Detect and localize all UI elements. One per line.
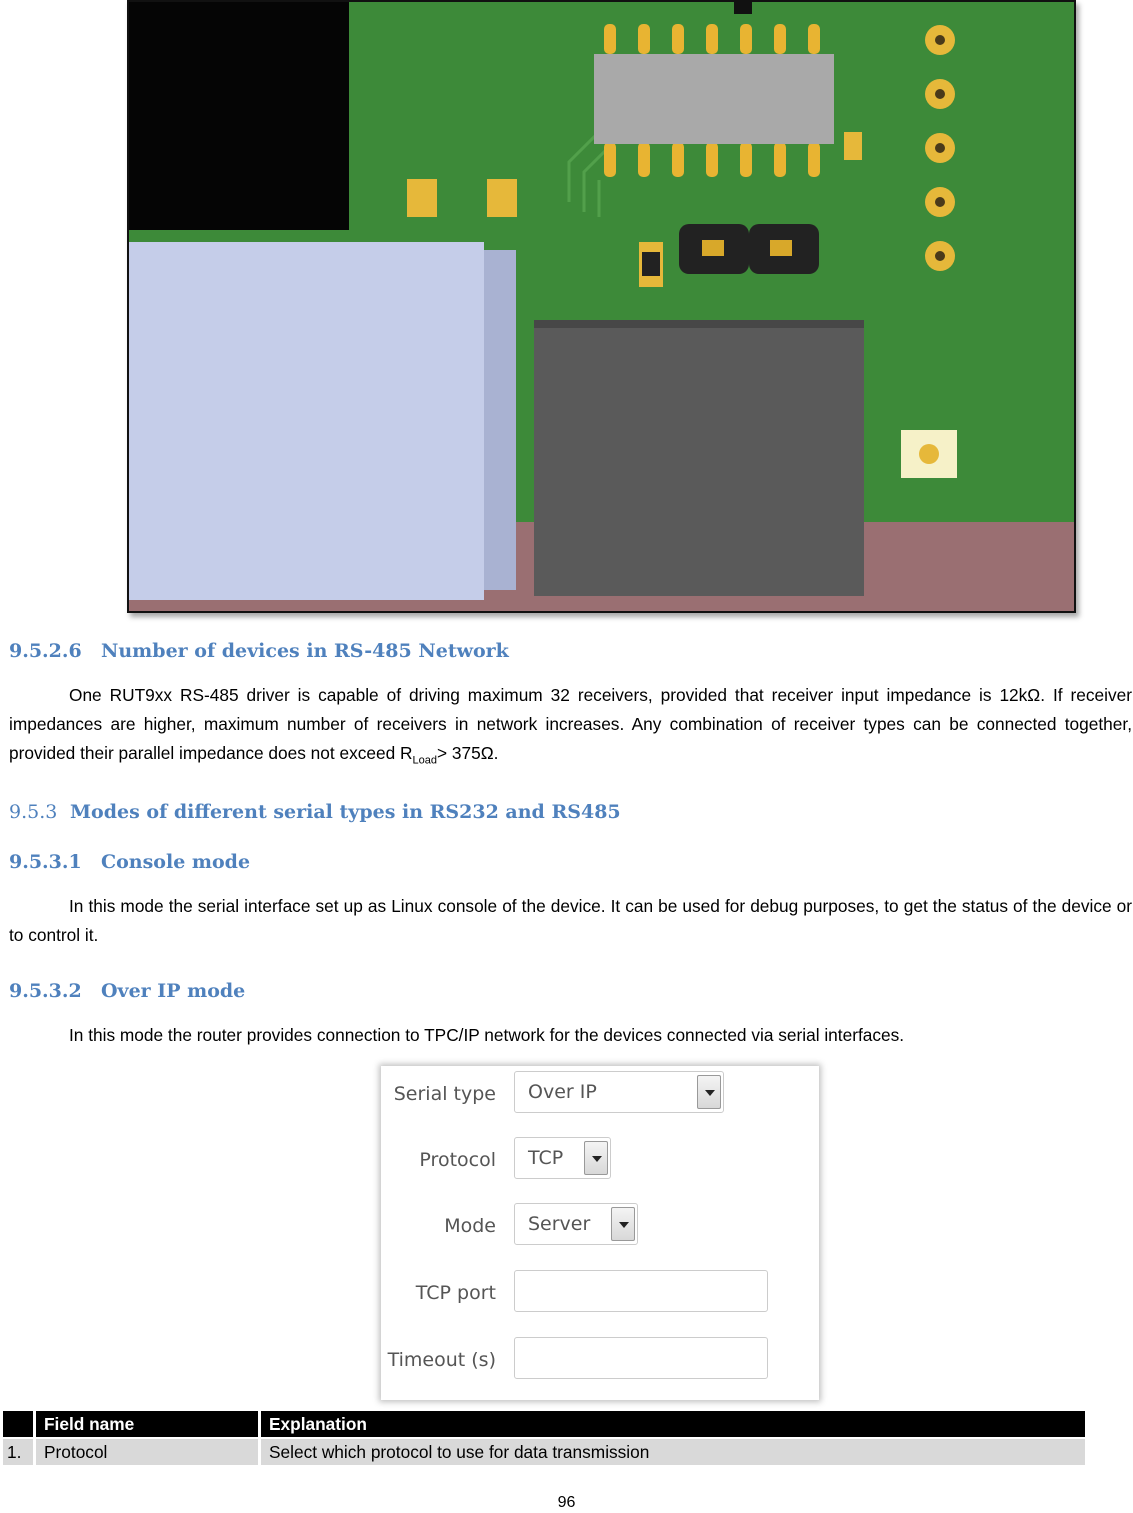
mode-row [381,1203,819,1247]
heading-number: 9.5.3.1 [9,851,82,873]
protocol-value: TCP [528,1147,564,1169]
paragraph-over-ip-mode: In this mode the router provides connection to TPC/IP network for the devices connected via serial interfaces. [69,1025,905,1045]
heading-title: Console mode [101,851,251,873]
heading-9-5-3 [9,801,621,823]
heading-title: Number of devices in RS-485 Network [101,640,509,662]
heading-title: Over IP mode [101,980,246,1002]
table-header-field-name: Field name [36,1411,258,1437]
serial-type-label: Serial type [393,1083,496,1105]
mode-select[interactable] [514,1203,638,1245]
paragraph-text-end: > 375Ω. [436,743,499,763]
pcb-board-icon [129,2,1074,611]
tcp-port-label: TCP port [415,1282,496,1304]
tcp-port-input[interactable] [514,1270,768,1312]
paragraph-console-mode: In this mode the serial interface set up as Linux console of the device. It can be used for debug purposes, to get the status of the device or to control it. [9,896,1132,945]
table-cell-field-name: Protocol [36,1439,258,1465]
protocol-select[interactable] [514,1137,611,1179]
mode-label: Mode [444,1215,496,1237]
heading-9-5-3-2 [9,980,245,1002]
protocol-label: Protocol [419,1149,496,1171]
chevron-down-icon[interactable] [584,1141,608,1175]
heading-number: 9.5.2.6 [9,640,82,662]
timeout-label: Timeout (s) [387,1349,496,1371]
paragraph-rs485-devices [9,681,1132,775]
paragraph-text: One RUT9xx RS-485 driver is capable of driving maximum 32 receivers, provided that receiver input impedance is 12kΩ. If receiver impedances are higher, maximum number of receivers in network increases. Any combination of receiver types can be connected together, provided their parallel impedance does not exceed R [9,685,1132,763]
mode-value: Server [528,1213,591,1235]
heading-9-5-3-1 [9,851,250,873]
heading-number: 9.5.3 [9,801,58,823]
table-header-index [3,1411,33,1437]
subscript-load: Load [412,754,437,767]
timeout-row [381,1337,819,1381]
serial-type-value: Over IP [528,1081,597,1103]
heading-9-5-2-6 [9,640,509,662]
table-row [3,1439,1085,1465]
table-cell-index: 1. [3,1439,33,1465]
table-cell-explanation: Select which protocol to use for data transmission [261,1439,1085,1465]
heading-title: Modes of different serial types in RS232 and RS485 [70,801,621,823]
pcb-photo [127,0,1076,613]
page-number: 96 [557,1494,576,1511]
table-header-row [3,1411,1085,1437]
serial-type-select[interactable] [514,1071,724,1113]
chevron-down-icon[interactable] [697,1075,721,1109]
tcp-port-row [381,1270,819,1314]
protocol-row [381,1137,819,1181]
field-explanation-table [0,1409,1088,1467]
serial-settings-form [381,1066,819,1400]
heading-number: 9.5.3.2 [9,980,82,1002]
chevron-down-icon[interactable] [611,1207,635,1241]
timeout-input[interactable] [514,1337,768,1379]
serial-type-row [381,1071,819,1115]
table-header-explanation: Explanation [261,1411,1085,1437]
